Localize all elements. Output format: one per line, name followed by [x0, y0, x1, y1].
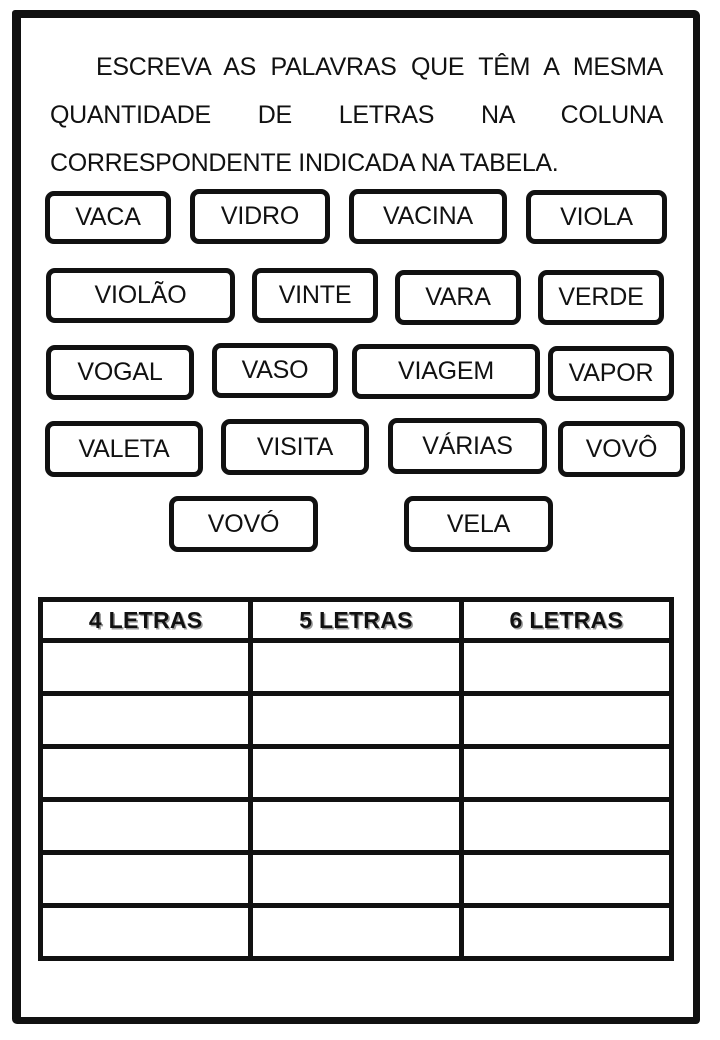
answer-cell[interactable] — [41, 853, 251, 906]
table-row — [41, 800, 672, 853]
answer-cell[interactable] — [461, 853, 671, 906]
word-card[interactable]: VALETA — [45, 421, 203, 477]
word-card[interactable]: VISITA — [221, 419, 369, 475]
answer-cell[interactable] — [461, 906, 671, 959]
word-card[interactable]: VELA — [404, 496, 553, 552]
column-header-6-letras: 6 LETRAS — [461, 600, 671, 641]
word-card[interactable]: VIDRO — [190, 189, 330, 244]
answer-cell[interactable] — [41, 694, 251, 747]
answer-cell[interactable] — [251, 853, 461, 906]
table-row — [41, 641, 672, 694]
answer-cell[interactable] — [461, 800, 671, 853]
answer-table — [38, 597, 674, 961]
table-row — [41, 906, 672, 959]
answer-cell[interactable] — [41, 800, 251, 853]
instructions-text: ESCREVA AS PALAVRAS QUE TÊM A MESMA QUANTIDADE DE LETRAS NA COLUNA CORRESPONDENTE INDICADA NA TABELA. — [50, 53, 663, 177]
answer-table-container — [38, 597, 674, 961]
answer-cell[interactable] — [461, 694, 671, 747]
answer-cell[interactable] — [461, 641, 671, 694]
answer-cell[interactable] — [251, 800, 461, 853]
answer-cell[interactable] — [41, 747, 251, 800]
word-card[interactable]: VOVÓ — [169, 496, 318, 552]
table-row — [41, 694, 672, 747]
column-header-5-letras: 5 LETRAS — [251, 600, 461, 641]
table-header-row — [41, 600, 672, 641]
answer-cell[interactable] — [41, 906, 251, 959]
word-card[interactable]: VERDE — [538, 270, 664, 325]
table-row — [41, 853, 672, 906]
word-card[interactable]: VAPOR — [548, 346, 674, 401]
answer-cell[interactable] — [461, 747, 671, 800]
word-card[interactable]: VIAGEM — [352, 344, 540, 399]
answer-cell[interactable] — [251, 747, 461, 800]
word-card[interactable]: VARA — [395, 270, 521, 325]
word-card[interactable]: VIOLÃO — [46, 268, 235, 323]
word-card[interactable]: VACINA — [349, 189, 507, 244]
word-card[interactable]: VACA — [45, 191, 171, 244]
word-card[interactable]: VIOLA — [526, 190, 667, 244]
table-row — [41, 747, 672, 800]
answer-cell[interactable] — [251, 641, 461, 694]
word-card[interactable]: VINTE — [252, 268, 378, 323]
word-card[interactable]: VASO — [212, 343, 338, 398]
column-header-4-letras: 4 LETRAS — [41, 600, 251, 641]
word-card[interactable]: VÁRIAS — [388, 418, 547, 474]
word-card[interactable]: VOVÔ — [558, 421, 685, 477]
answer-cell[interactable] — [251, 906, 461, 959]
word-card[interactable]: VOGAL — [46, 345, 194, 400]
answer-cell[interactable] — [41, 641, 251, 694]
answer-cell[interactable] — [251, 694, 461, 747]
